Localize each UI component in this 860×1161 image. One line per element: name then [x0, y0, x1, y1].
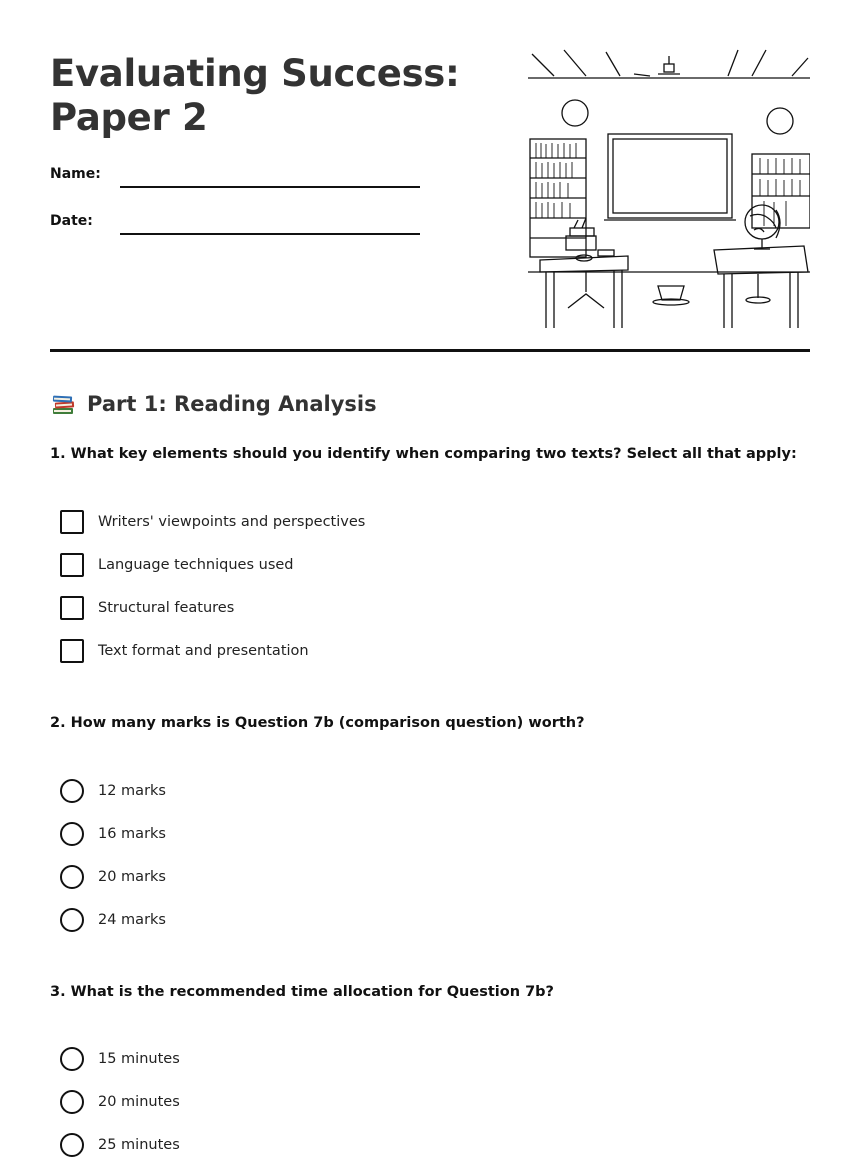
q3-option-2[interactable]: [60, 1090, 180, 1114]
option-label: Writers' viewpoints and perspectives: [98, 514, 366, 530]
q1-option-1[interactable]: [60, 510, 365, 534]
q1-option-3[interactable]: [60, 596, 234, 620]
section-divider: [50, 349, 810, 352]
q2-option-3[interactable]: [60, 865, 166, 889]
page-title: [50, 52, 460, 140]
q2-option-4[interactable]: [60, 908, 166, 932]
title-line-2: Paper 2: [50, 96, 208, 139]
checkbox[interactable]: [60, 596, 84, 620]
name-field-row: [50, 166, 420, 196]
option-label: 20 minutes: [98, 1094, 180, 1110]
name-label: Name:: [50, 166, 101, 182]
option-label: 12 marks: [98, 783, 166, 799]
date-field-row: [50, 213, 420, 243]
option-label: 15 minutes: [98, 1051, 180, 1067]
part-1-heading: [50, 388, 377, 420]
option-label: 25 minutes: [98, 1137, 180, 1153]
title-line-1: Evaluating Success:: [50, 52, 460, 95]
radio-button[interactable]: [60, 822, 84, 846]
q3-option-1[interactable]: [60, 1047, 180, 1071]
q1-option-4[interactable]: [60, 639, 309, 663]
q1-option-2[interactable]: [60, 553, 294, 577]
question-1: 1. What key elements should you identify when comparing two texts? Select all that apply:: [50, 446, 797, 462]
q2-option-1[interactable]: [60, 779, 166, 803]
checkbox[interactable]: [60, 639, 84, 663]
option-label: Text format and presentation: [98, 643, 309, 659]
radio-button[interactable]: [60, 908, 84, 932]
question-3: 3. What is the recommended time allocation for Question 7b?: [50, 984, 554, 1000]
radio-button[interactable]: [60, 1133, 84, 1157]
checkbox[interactable]: [60, 553, 84, 577]
date-field[interactable]: [120, 233, 420, 235]
radio-button[interactable]: [60, 1047, 84, 1071]
option-label: 20 marks: [98, 869, 166, 885]
option-label: 24 marks: [98, 912, 166, 928]
classroom-illustration: [528, 46, 810, 328]
section-title: Part 1: Reading Analysis: [87, 392, 377, 416]
radio-button[interactable]: [60, 865, 84, 889]
option-label: 16 marks: [98, 826, 166, 842]
radio-button[interactable]: [60, 779, 84, 803]
radio-button[interactable]: [60, 1090, 84, 1114]
question-2: 2. How many marks is Question 7b (comparison question) worth?: [50, 715, 585, 731]
books-icon: [50, 390, 78, 418]
name-field[interactable]: [120, 186, 420, 188]
q3-option-3[interactable]: [60, 1133, 180, 1157]
checkbox[interactable]: [60, 510, 84, 534]
q2-option-2[interactable]: [60, 822, 166, 846]
option-label: Language techniques used: [98, 557, 294, 573]
option-label: Structural features: [98, 600, 235, 616]
date-label: Date:: [50, 213, 93, 229]
